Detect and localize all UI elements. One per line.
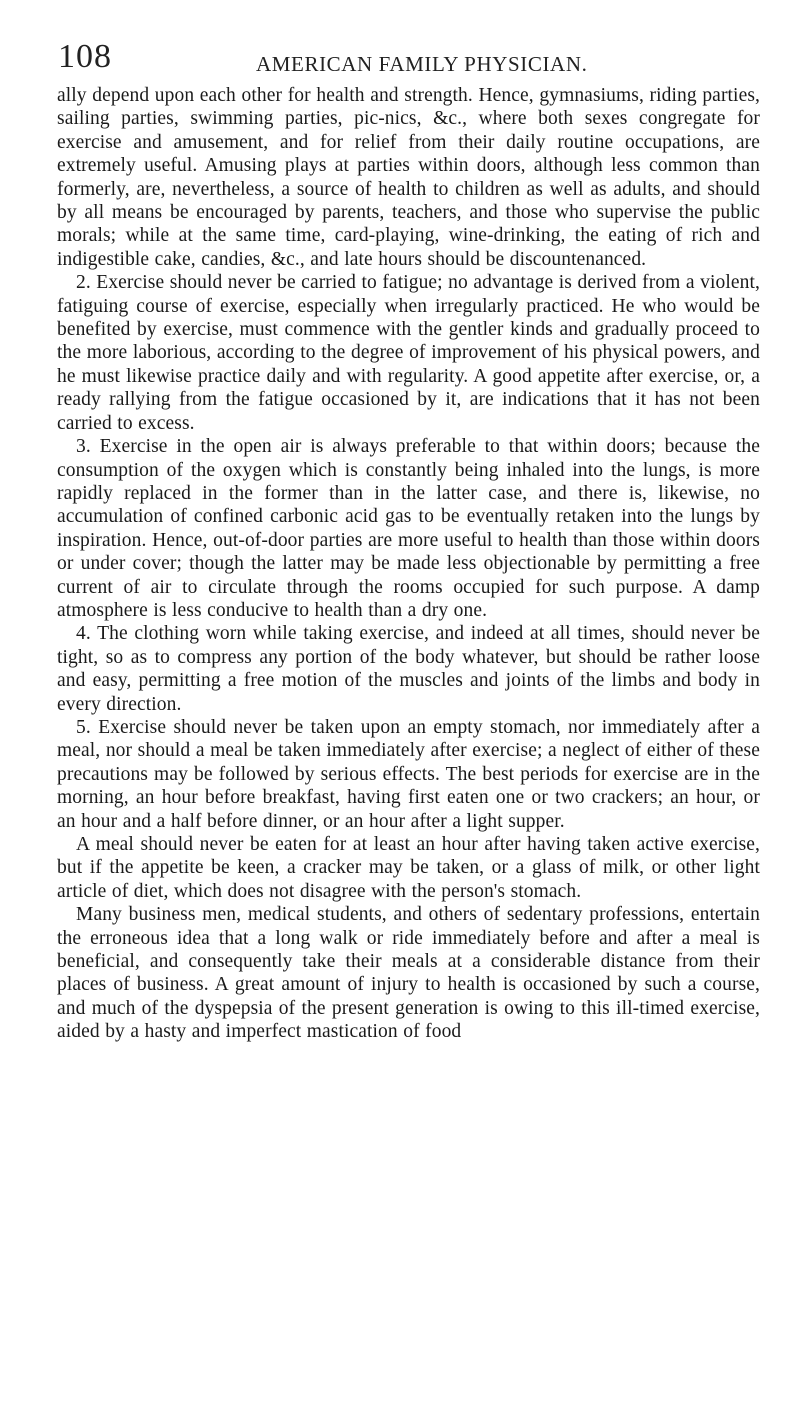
paragraph-continuation: ally depend upon each other for health and strength. Hence, gymnasiums, riding parties, sailing parties, swimming parties, pic-nics, &c., where both sexes congregate for exercise and amusement, and for relief from their daily routine occupations, are extremely useful. Amusing plays at parties within doors, although less common than formerly, are, nevertheless, a source of health to children as well as adults, and should by all means be encouraged by parents, teachers, and those who supervise the public morals; while at the same time, card-playing, wine-drinking, the eating of rich and indigestible cake, candies, &c., and late hours should be discountenanced.: [57, 85, 760, 270]
paragraph-rule-3: 3. Exercise in the open air is always preferable to that within doors; because the consumption of the oxygen which is constantly being inhaled into the lungs, is more rapidly replaced in the former than in the latter case, and there is, likewise, no accumulation of confined carbonic acid gas to be eventually retaken into the lungs by inspiration. Hence, out-of-door parties are more useful to health than those within doors or under cover; though the latter may be made less objectionable by permitting a free current of air to circulate through the rooms occupied for such purpose. A damp atmosphere is less conducive to health than a dry one.: [57, 436, 760, 621]
paragraph-rule-5: 5. Exercise should never be taken upon an empty stomach, nor immediately after a meal, nor should a meal be taken immediately after exercise; a neglect of either of these precautions may be followed by serious effects. The best periods for exercise are in the morning, an hour before breakfast, having first eaten one or two crackers; an hour, or an hour and a half before dinner, or an hour after a light supper.: [57, 716, 760, 832]
body-text: [57, 84, 760, 1044]
running-head: AMERICAN FAMILY PHYSICIAN.: [256, 52, 588, 76]
page-number: 108: [58, 38, 112, 75]
paragraph-meal-timing: A meal should never be eaten for at least an hour after having taken active exercise, but if the appetite be keen, a cracker may be taken, or a glass of milk, or other light article of diet, which does not disagree with the person's stomach.: [57, 834, 760, 902]
paragraph-rule-2: 2. Exercise should never be carried to fatigue; no advantage is derived from a violent, fatiguing course of exercise, especially when irregularly practiced. He who would be benefited by exercise, must commence with the gentler kinds and gradually proceed to the more laborious, according to the degree of improvement of his physical powers, and he must likewise practice daily and with regularity. A good appetite after exercise, or, a ready rallying from the fatigue occasioned by it, are indications that it has not been carried to excess.: [57, 272, 760, 434]
paragraph-rule-4: 4. The clothing worn while taking exercise, and indeed at all times, should never be tight, so as to compress any portion of the body whatever, but should be rather loose and easy, permitting a free motion of the muscles and joints of the limbs and body in every direction.: [57, 623, 760, 715]
paragraph-business-men: Many business men, medical students, and others of sedentary professions, entertain the erroneous idea that a long walk or ride immediately before and after a meal is beneficial, and consequently take their meals at a considerable distance from their places of business. A great amount of injury to health is occasioned by such a course, and much of the dyspepsia of the present generation is owing to this ill-timed exercise, aided by a hasty and imperfect mastication of food: [57, 904, 760, 1043]
